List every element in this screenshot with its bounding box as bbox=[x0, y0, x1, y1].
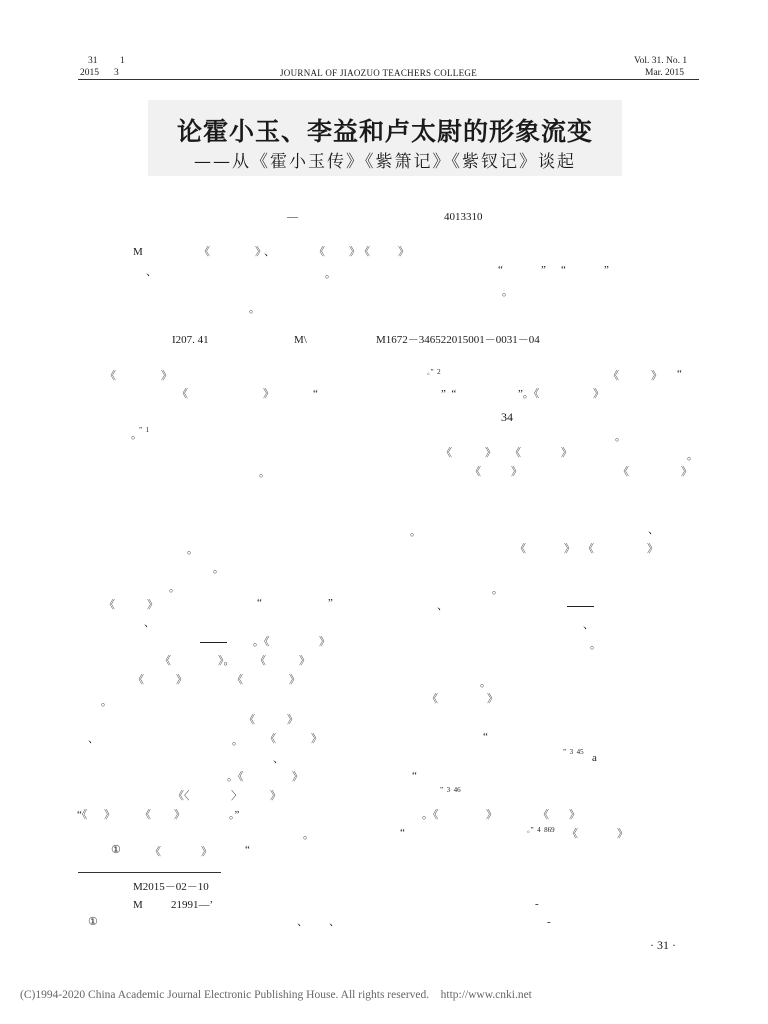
body-frag: 》 bbox=[289, 674, 300, 686]
body-frag: 。 bbox=[687, 450, 698, 462]
postcode: 4013310 bbox=[444, 211, 483, 223]
received-date: M2015－02－10 bbox=[133, 881, 209, 893]
article-number: M1672－346522015001－0031－04 bbox=[376, 334, 540, 346]
article-subtitle: ——从《霍小玉传》《紫箫记》《紫钗记》谈起 bbox=[194, 152, 576, 172]
footnote-frag: 、 bbox=[329, 916, 340, 928]
citation-sup: ” 3 46 bbox=[440, 786, 461, 794]
body-frag: 、 bbox=[144, 617, 155, 629]
journal-name: JOURNAL OF JIAOZUO TEACHERS COLLEGE bbox=[280, 68, 477, 78]
abstract-frag: “ bbox=[561, 264, 566, 276]
body-frag: 》 bbox=[104, 809, 115, 821]
abstract-frag: 、 bbox=[264, 246, 275, 258]
body-frag: 《 bbox=[538, 809, 549, 821]
abstract-frag: 》 bbox=[255, 246, 266, 258]
body-frag: 《 bbox=[232, 674, 243, 686]
body-frag: 《 bbox=[441, 447, 452, 459]
header-date-en: Mar. 2015 bbox=[645, 68, 685, 78]
document-code: M\ bbox=[294, 334, 307, 346]
body-frag: 《 bbox=[160, 655, 171, 667]
footnote-dash: - bbox=[547, 916, 551, 928]
body-frag: 《〈 bbox=[173, 790, 190, 802]
abstract-frag: 《 bbox=[359, 246, 370, 258]
body-frag: 》 bbox=[651, 370, 662, 382]
body-frag: 》 bbox=[487, 693, 498, 705]
body-frag: “ bbox=[257, 597, 262, 609]
body-frag: 。 bbox=[187, 544, 198, 556]
body-frag: 《 bbox=[177, 388, 188, 400]
body-frag: 《 bbox=[255, 655, 266, 667]
dash-rule bbox=[567, 606, 594, 607]
body-frag: 》 bbox=[292, 771, 303, 783]
header-year-cn: 2015 bbox=[80, 68, 99, 78]
citation-sup: ” 1 bbox=[139, 426, 150, 434]
dash-rule bbox=[200, 642, 227, 643]
body-frag: 《 bbox=[150, 846, 161, 858]
header-rule bbox=[78, 79, 699, 80]
abstract-frag: 《 bbox=[199, 246, 210, 258]
body-frag: 》 bbox=[569, 809, 580, 821]
footnote-dash: - bbox=[535, 898, 539, 910]
body-frag: 。 bbox=[480, 677, 491, 689]
author-dash: — bbox=[287, 211, 298, 223]
article-title: 论霍小玉、李益和卢太尉的形象流变 bbox=[176, 117, 593, 146]
body-frag: 》 bbox=[485, 447, 496, 459]
body-frag: 、 bbox=[437, 600, 448, 612]
title-block bbox=[148, 100, 622, 176]
body-frag: 》 bbox=[311, 733, 322, 745]
body-frag: 、 bbox=[273, 753, 284, 765]
body-frag: 、 bbox=[648, 524, 659, 536]
body-frag: 》 bbox=[161, 370, 172, 382]
footnote-rule bbox=[78, 872, 221, 873]
body-frag: 》 bbox=[561, 447, 572, 459]
body-frag: 》 bbox=[593, 388, 604, 400]
body-frag: 。 bbox=[101, 696, 112, 708]
body-frag: 》 bbox=[299, 655, 310, 667]
body-frag: 。 bbox=[492, 584, 503, 596]
body-frag: 》 bbox=[564, 543, 575, 555]
body-frag: 。《 bbox=[227, 771, 244, 783]
body-frag: 〉 bbox=[231, 790, 242, 802]
body-frag: ” bbox=[328, 597, 333, 609]
body-frag: 《 bbox=[515, 543, 526, 555]
body-frag: 。《 bbox=[253, 636, 270, 648]
body-frag: 。 bbox=[615, 431, 626, 443]
citation-sup: 。” 4 869 bbox=[527, 826, 555, 834]
abstract-mark: M bbox=[133, 246, 143, 258]
body-frag: 》 bbox=[270, 790, 281, 802]
body-frag: a bbox=[592, 752, 597, 764]
abstract-frag: 》 bbox=[398, 246, 409, 258]
abstract-frag: 。 bbox=[325, 268, 336, 280]
body-frag: 《 bbox=[608, 370, 619, 382]
body-frag: 《 bbox=[265, 733, 276, 745]
body-frag: 《 bbox=[427, 693, 438, 705]
copyright-line: (C)1994-2020 China Academic Journal Electronic Publishing House. All rights reserved. http://www.cnki.net bbox=[20, 989, 532, 1001]
body-frag: ” “ bbox=[441, 388, 457, 400]
footnote-frag: 、 bbox=[297, 916, 308, 928]
body-frag: 。 bbox=[169, 582, 180, 594]
header-volume-en: Vol. 31. No. 1 bbox=[634, 56, 688, 66]
body-frag: 。《 bbox=[422, 809, 439, 821]
author-mark: M bbox=[133, 899, 143, 911]
author-birth-year: 21991—’ bbox=[171, 899, 214, 911]
abstract-frag: 《 bbox=[314, 246, 325, 258]
body-frag: 》 bbox=[319, 636, 330, 648]
footnote-circle: ① bbox=[88, 916, 98, 928]
body-frag: 。 bbox=[590, 639, 601, 651]
body-frag: “ bbox=[400, 827, 405, 839]
body-number: 34 bbox=[501, 410, 513, 424]
abstract-frag: ” bbox=[541, 264, 546, 276]
body-frag: 》 bbox=[681, 466, 692, 478]
body-frag: ”。《 bbox=[518, 388, 540, 400]
body-frag: 《 bbox=[470, 466, 481, 478]
body-frag: 《 bbox=[510, 447, 521, 459]
body-frag: 《 bbox=[140, 809, 151, 821]
body-frag: 《 bbox=[567, 828, 578, 840]
body-frag: 《 bbox=[583, 543, 594, 555]
body-frag: “ bbox=[313, 388, 318, 400]
body-frag: 。 bbox=[131, 429, 142, 441]
footnote-ref: ① bbox=[111, 844, 121, 856]
body-frag: 》 bbox=[201, 846, 212, 858]
citation-sup: 。” 2 bbox=[427, 368, 441, 376]
body-frag: 》 bbox=[647, 543, 658, 555]
body-frag: “ bbox=[245, 844, 250, 856]
body-frag: 。 bbox=[303, 829, 314, 841]
body-frag: 。 bbox=[213, 563, 224, 575]
body-frag: 》 bbox=[174, 809, 185, 821]
abstract-frag: 。 bbox=[502, 286, 513, 298]
header-month-cn: 3 bbox=[114, 68, 119, 78]
body-frag: 》。 bbox=[218, 655, 235, 667]
abstract-frag: 、 bbox=[146, 266, 157, 278]
abstract-frag: “ bbox=[498, 264, 503, 276]
body-frag: 《 bbox=[133, 674, 144, 686]
body-frag: 《 bbox=[618, 466, 629, 478]
page-number: · 31 · bbox=[650, 938, 676, 952]
body-frag: 》 bbox=[287, 714, 298, 726]
body-frag: “ bbox=[677, 368, 682, 380]
body-frag: 》 bbox=[486, 809, 497, 821]
body-frag: 》 bbox=[617, 828, 628, 840]
body-frag: 《 bbox=[104, 599, 115, 611]
body-frag: 》 bbox=[263, 388, 274, 400]
citation-sup: ” 3 45 bbox=[563, 748, 584, 756]
header-issue-cn: 1 bbox=[120, 56, 125, 66]
body-frag: 、 bbox=[88, 733, 99, 745]
body-frag: 。 bbox=[232, 735, 243, 747]
body-frag: 《 bbox=[244, 714, 255, 726]
body-frag: 》 bbox=[176, 674, 187, 686]
abstract-frag: 。 bbox=[249, 303, 260, 315]
body-frag: 、 bbox=[583, 619, 594, 631]
body-frag: 》 bbox=[147, 599, 158, 611]
body-frag: 》 bbox=[511, 466, 522, 478]
abstract-frag: 》 bbox=[349, 246, 360, 258]
abstract-frag: ” bbox=[604, 264, 609, 276]
body-frag: 。 bbox=[410, 526, 421, 538]
clc-number: I207. 41 bbox=[172, 334, 209, 346]
body-frag: 《 bbox=[105, 370, 116, 382]
body-frag: “《 bbox=[77, 809, 88, 821]
body-frag: 。” bbox=[229, 809, 240, 821]
body-frag: 。 bbox=[259, 467, 270, 479]
body-frag: “ bbox=[483, 731, 488, 743]
body-frag: “ bbox=[412, 770, 417, 782]
header-volume-cn: 31 bbox=[88, 56, 98, 66]
